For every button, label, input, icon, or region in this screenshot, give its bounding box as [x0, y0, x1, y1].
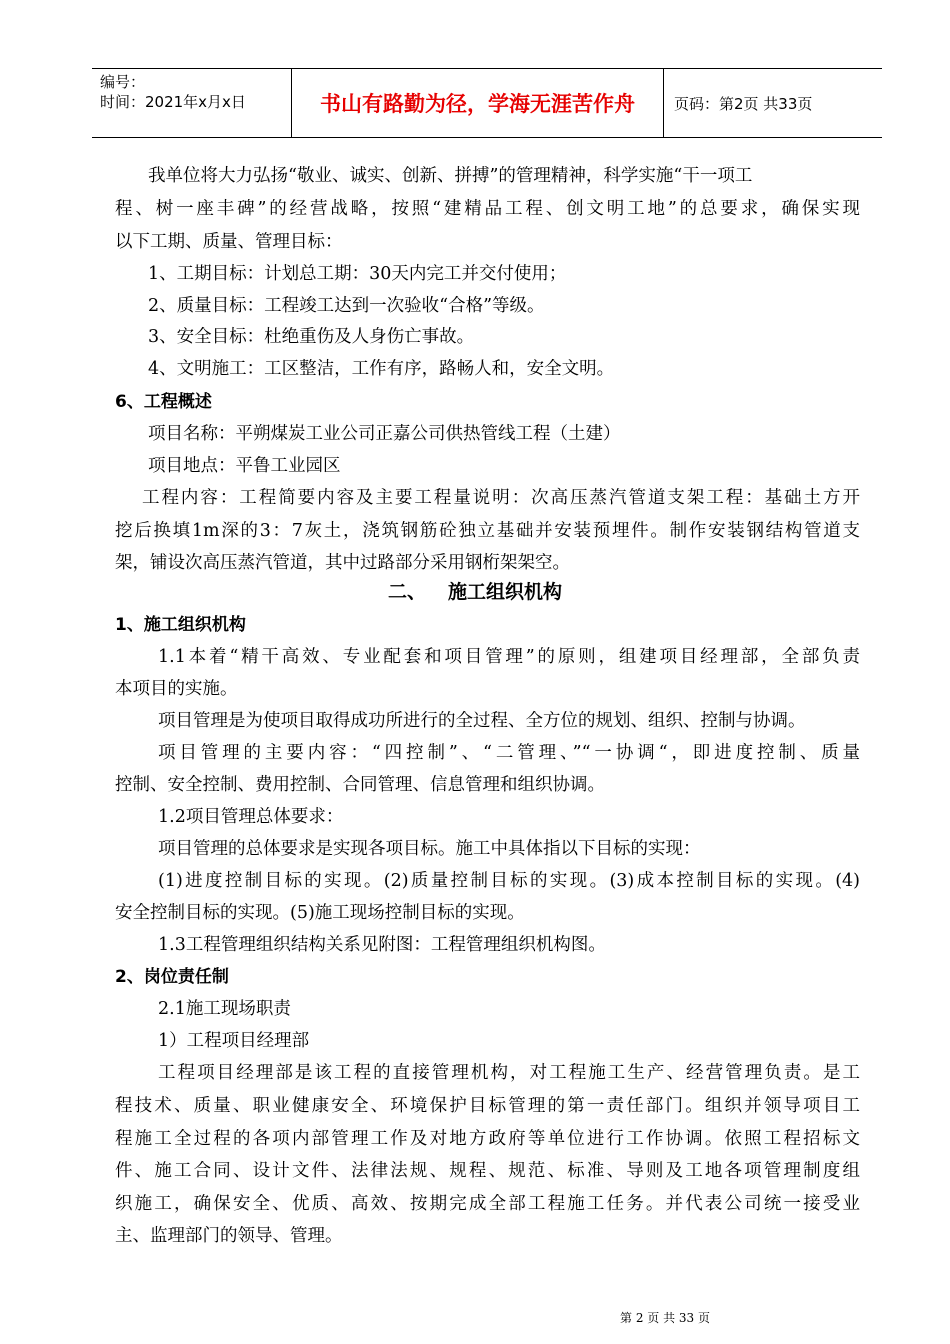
paragraph-line: (1)进度控制目标的实现。(2)质量控制目标的实现。(3)成本控制目标的实现。(4)	[158, 871, 860, 891]
paragraph-line: 架，铺设次高压蒸汽管道，其中过路部分采用钢桁架架空。	[115, 553, 570, 573]
paragraph-line: 2.1施工现场职责	[158, 999, 291, 1019]
paragraph-line: 程、树一座丰碑”的经营战略，按照“建精品工程、创文明工地”的总要求，确保实现	[115, 199, 860, 219]
paragraph-line: 程施工全过程的各项内部管理工作及对地方政府等单位进行工作协调。依照工程招标文	[115, 1129, 860, 1149]
section-heading: 1、施工组织机构	[115, 615, 246, 635]
page-footer: 第 2 页 共 33 页	[620, 1311, 710, 1325]
paragraph-line: 控制、安全控制、费用控制、合同管理、信息管理和组织协调。	[115, 775, 605, 795]
paragraph-line: 1.3工程管理组织结构关系见附图：工程管理组织机构图。	[158, 935, 606, 955]
section-heading: 6、工程概述	[115, 392, 212, 412]
time-label: 时间：2021年x月x日	[100, 93, 246, 111]
section-heading: 2、岗位责任制	[115, 967, 229, 987]
page-header	[92, 68, 882, 138]
paragraph-line: 本项目的实施。	[115, 679, 238, 699]
paragraph-line: 工程项目经理部是该工程的直接管理机构，对工程施工生产、经营管理负责。是工	[158, 1063, 860, 1083]
paragraph-line: 主、监理部门的领导、管理。	[115, 1226, 343, 1246]
paragraph-line: 我单位将大力弘扬“敬业、诚实、创新、拼搏”的管理精神，科学实施“干一项工	[148, 166, 753, 186]
paragraph-line: 1）工程项目经理部	[158, 1031, 310, 1051]
paragraph-line: 安全控制目标的实现。(5)施工现场控制目标的实现。	[115, 903, 525, 923]
paragraph-line: 项目管理的总体要求是实现各项目标。施工中具体指以下目标的实现：	[158, 839, 701, 859]
goal-item: 2、质量目标：工程竣工达到一次验收“合格”等级。	[148, 296, 545, 316]
header-info-cell	[92, 69, 292, 137]
chapter-heading	[0, 580, 950, 604]
paragraph-line: 项目管理是为使项目取得成功所进行的全过程、全方位的规划、组织、控制与协调。	[158, 711, 806, 731]
paragraph-line: 件、施工合同、设计文件、法律法规、规程、规范、标准、导则及工地各项管理制度组	[115, 1161, 860, 1181]
goal-item: 4、文明施工：工区整洁，工作有序，路畅人和，安全文明。	[148, 359, 615, 379]
project-name: 项目名称：平朔煤炭工业公司正嘉公司供热管线工程（土建）	[148, 424, 621, 444]
goal-item: 1、工期目标：计划总工期：30天内完工并交付使用；	[148, 264, 567, 284]
paragraph-line: 1.1本着“精干高效、专业配套和项目管理”的原则，组建项目经理部，全部负责	[158, 647, 860, 667]
motto: 书山有路勤为径，学海无涯苦作舟	[292, 69, 664, 137]
paragraph-line: 项目管理的主要内容：“四控制”、“二管理、”“一协调“，即进度控制、质量	[158, 743, 860, 763]
paragraph-line: 工程内容：工程简要内容及主要工程量说明：次高压蒸汽管道支架工程：基础土方开	[142, 488, 860, 508]
paragraph-line: 以下工期、质量、管理目标：	[115, 232, 343, 252]
goal-item: 3、安全目标：杜绝重伤及人身伤亡事故。	[148, 327, 475, 347]
paragraph-line: 挖后换填1m深的3：7灰土，浇筑钢筋砼独立基础并安装预埋件。制作安装钢结构管道支	[115, 521, 860, 541]
page-label: 页码：第2页 共33页	[674, 94, 813, 113]
chapter-number: 二、	[387, 581, 426, 603]
paragraph-line: 1.2项目管理总体要求：	[158, 807, 344, 827]
number-label: 编号：	[100, 73, 146, 91]
chapter-title: 施工组织机构	[448, 581, 563, 603]
paragraph-line: 程技术、质量、职业健康安全、环境保护目标管理的第一责任部门。组织并领导项目工	[115, 1096, 860, 1116]
paragraph-line: 织施工，确保安全、优质、高效、按期完成全部工程施工任务。并代表公司统一接受业	[115, 1194, 860, 1214]
project-site: 项目地点：平鲁工业园区	[148, 456, 341, 476]
